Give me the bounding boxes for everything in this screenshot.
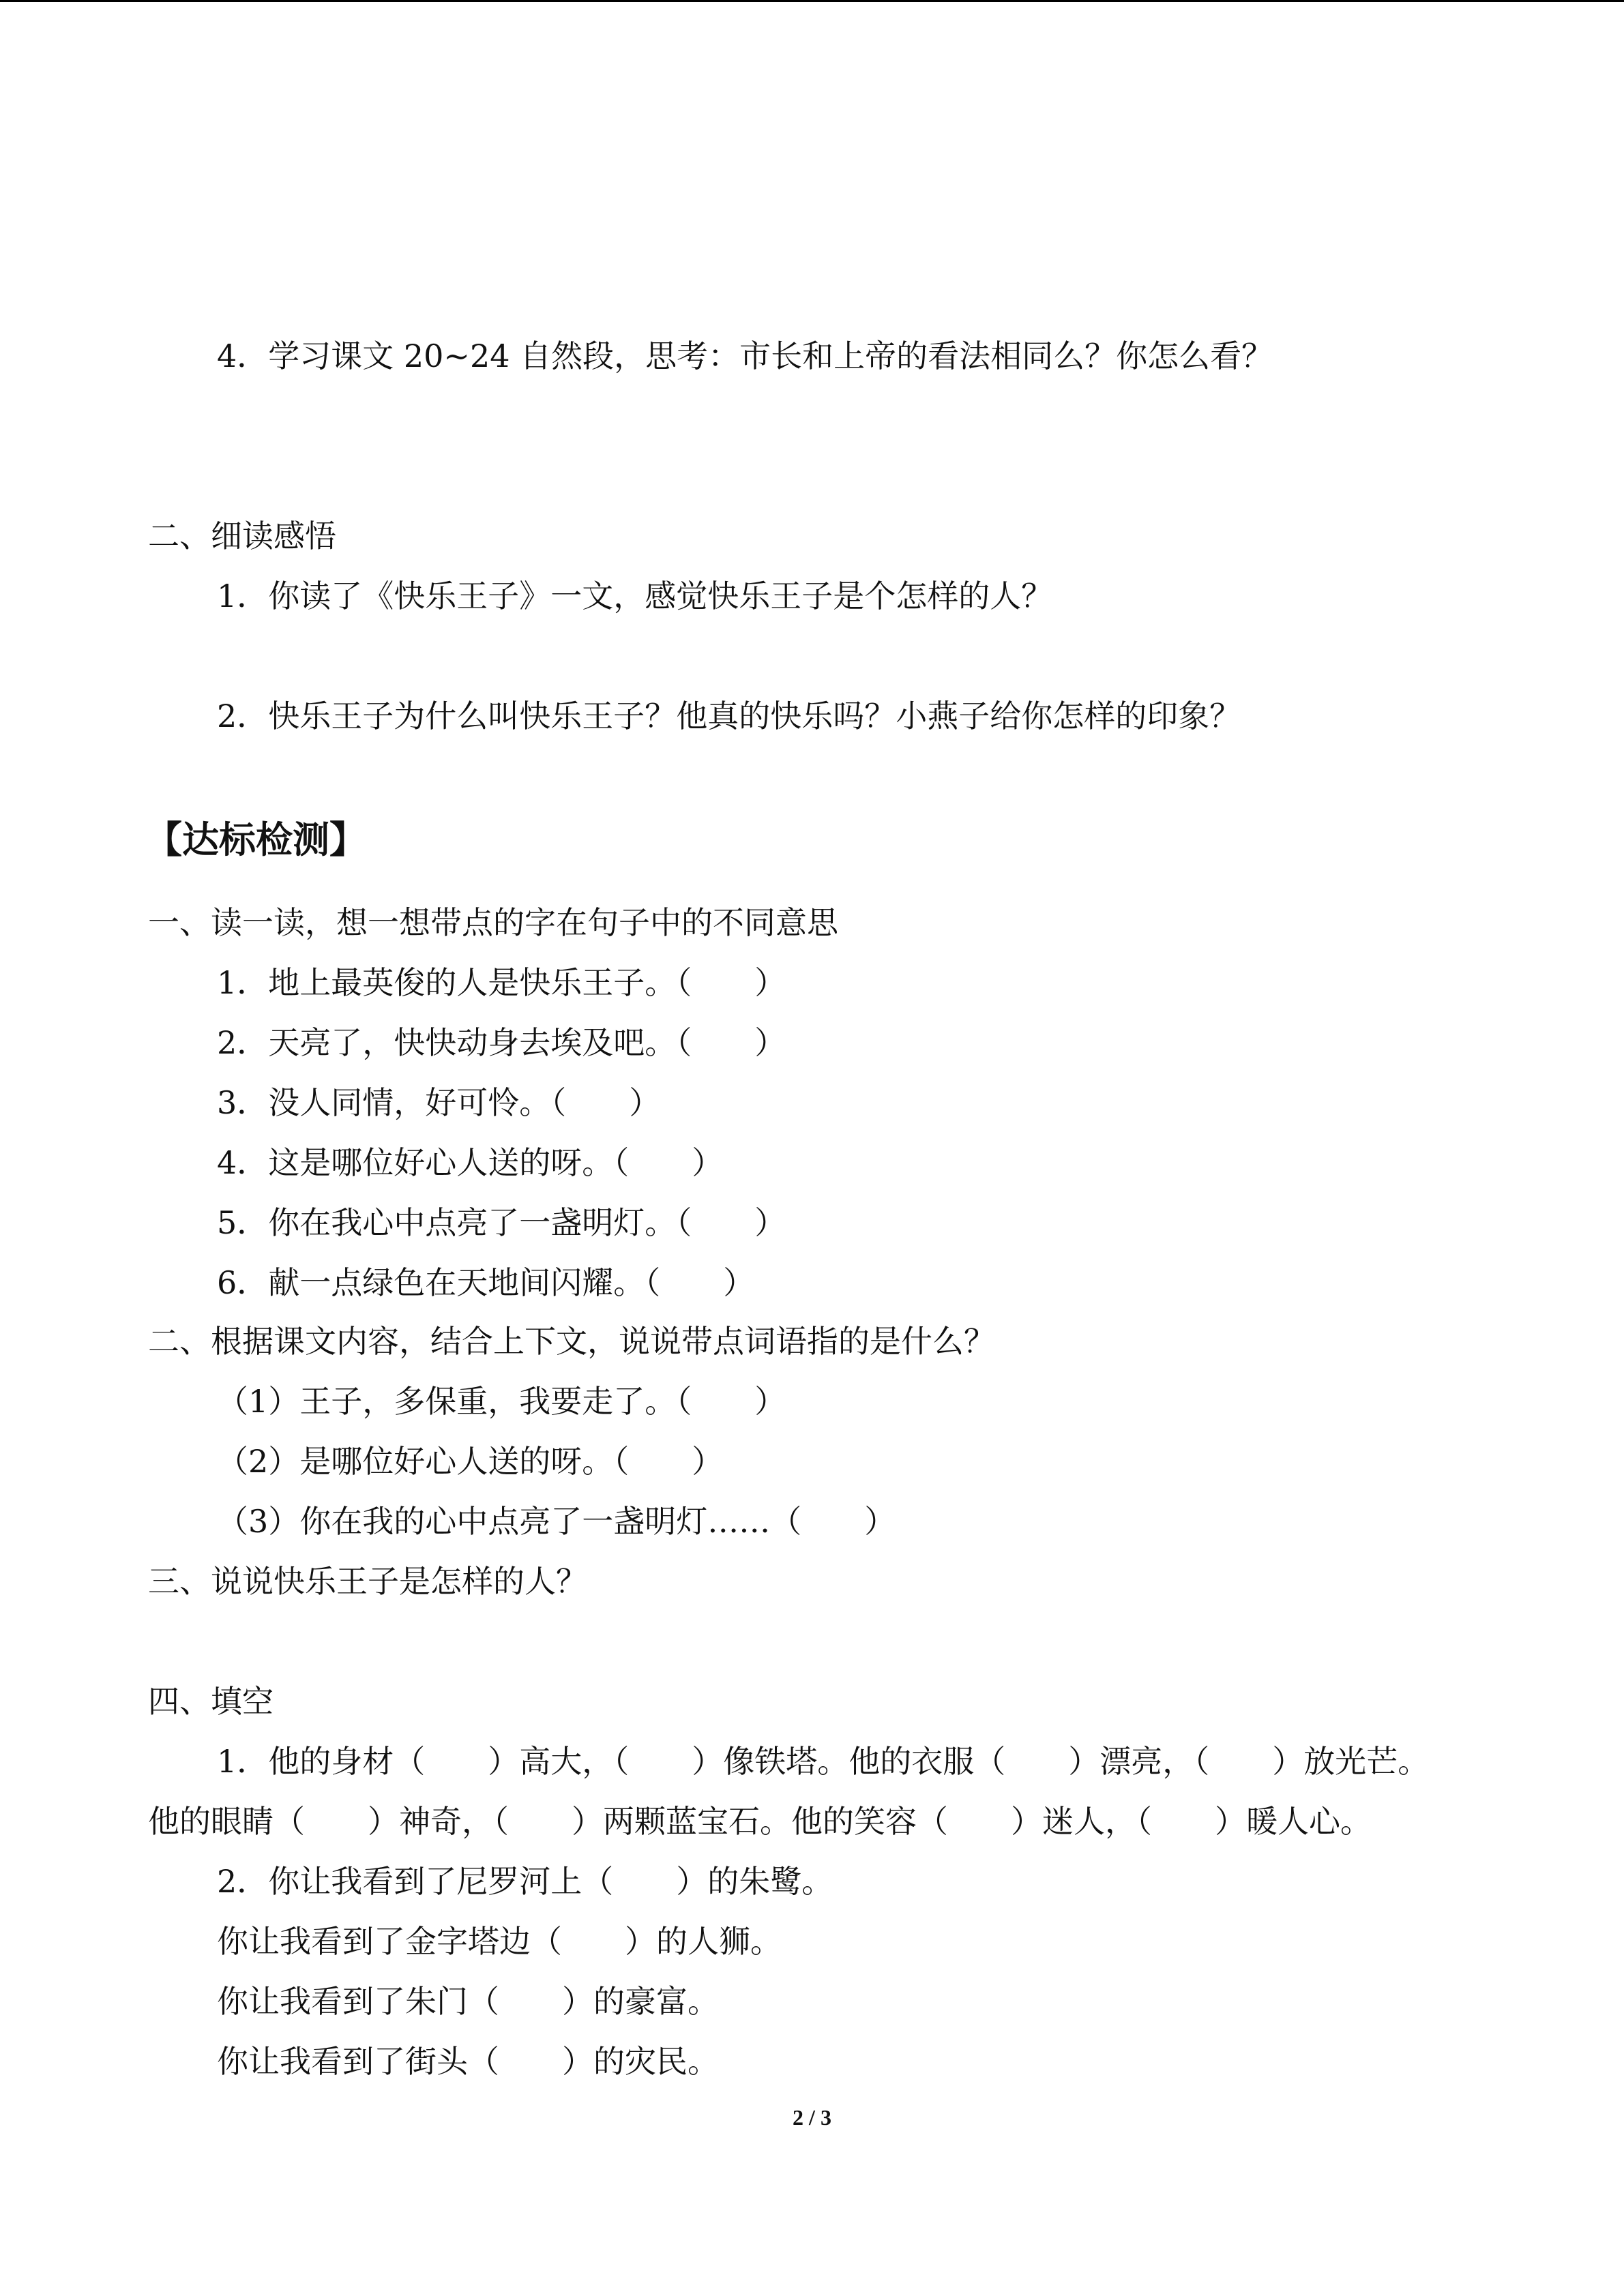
page-top-rule xyxy=(0,0,1624,2)
test-part1-item: 3．没人同情，好可怜。（ ） xyxy=(217,1084,661,1121)
test-part1-item: 4．这是哪位好心人送的呀。（ ） xyxy=(217,1144,724,1181)
fill-blank-question-2-line: 你让我看到了金字塔边（ ）的人狮。 xyxy=(217,1923,782,1960)
test-part1-item: 1．地上最英俊的人是快乐王子。（ ） xyxy=(217,964,786,1001)
test-section-title: 【达标检测】 xyxy=(145,818,366,861)
section-heading-close-reading: 二、细读感悟 xyxy=(148,518,336,554)
test-part2-item: （3）你在我的心中点亮了一盏明灯……（ ） xyxy=(217,1503,896,1540)
test-part4-heading: 四、填空 xyxy=(148,1683,274,1720)
test-part1-item: 6．献一点绿色在天地间闪耀。（ ） xyxy=(217,1264,755,1301)
fill-blank-question-2-line: 你让我看到了街头（ ）的灾民。 xyxy=(217,2043,719,2080)
reading-question-4: 4．学习课文 20~24 自然段，思考：市长和上帝的看法相同么？你怎么看？ xyxy=(217,338,1273,374)
fill-blank-question-1-line-1: 1．他的身材（ ）高大，（ ）像铁塔。他的衣服（ ）漂亮，（ ）放光芒。 xyxy=(217,1743,1430,1780)
test-part1-item: 2．天亮了，快快动身去埃及吧。（ ） xyxy=(217,1024,786,1061)
test-part1-item: 5．你在我心中点亮了一盏明灯。（ ） xyxy=(217,1204,786,1241)
test-part1-heading: 一、读一读，想一想带点的字在句子中的不同意思 xyxy=(148,904,838,941)
test-part2-item: （1）王子，多保重，我要走了。（ ） xyxy=(217,1383,786,1420)
fill-blank-question-2-line: 你让我看到了朱门（ ）的豪富。 xyxy=(217,1983,719,2020)
close-reading-question-2: 2．快乐王子为什么叫快乐王子？他真的快乐吗？小燕子给你怎样的印象？ xyxy=(217,698,1241,734)
test-part3-heading: 三、说说快乐王子是怎样的人？ xyxy=(148,1563,587,1600)
test-part2-heading: 二、根据课文内容，结合上下文，说说带点词语指的是什么？ xyxy=(148,1323,995,1360)
fill-blank-question-1-line-2: 他的眼睛（ ）神奇，（ ）两颗蓝宝石。他的笑容（ ）迷人，（ ）暖人心。 xyxy=(148,1803,1372,1840)
fill-blank-question-2-line: 2．你让我看到了尼罗河上（ ）的朱鹭。 xyxy=(217,1863,833,1900)
page-number: 2 / 3 xyxy=(793,2105,831,2130)
close-reading-question-1: 1．你读了《快乐王子》一文，感觉快乐王子是个怎样的人？ xyxy=(217,578,1053,614)
test-part2-item: （2）是哪位好心人送的呀。（ ） xyxy=(217,1443,724,1480)
